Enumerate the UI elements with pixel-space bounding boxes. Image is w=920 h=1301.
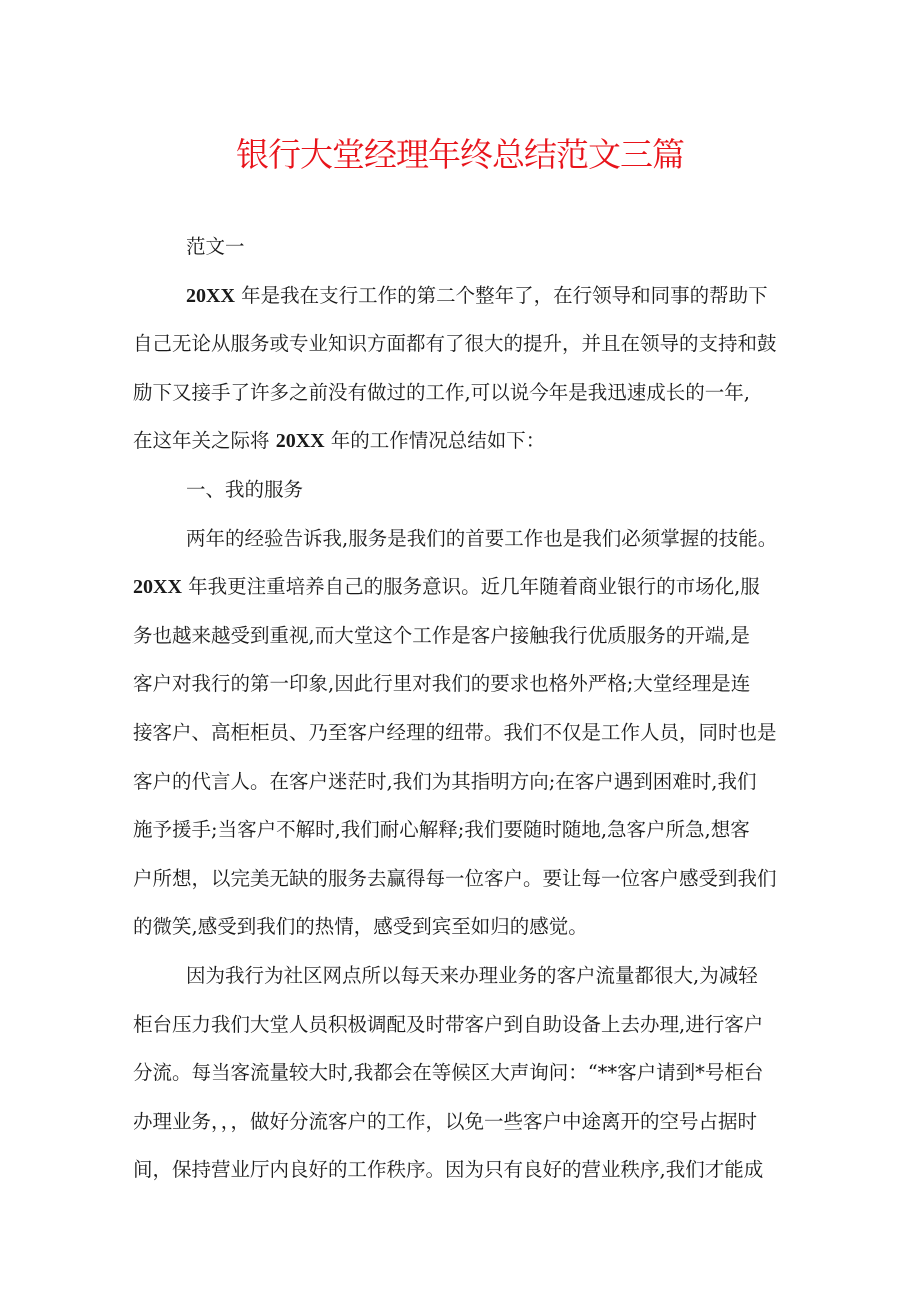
section-heading: 一、我的服务	[186, 477, 304, 501]
paragraph-line: 两年的经验告诉我,服务是我们的首要工作也是我们必须掌握的技能。	[186, 526, 778, 550]
service-paragraph	[133, 515, 797, 952]
paragraph-line: 施予援手;当客户不解时,我们耐心解释;我们要随时随地,急客户所急,想客	[133, 818, 750, 842]
document-body	[133, 223, 797, 1195]
paragraph-line: 柜台压力我们大堂人员积极调配及时带客户到自助设备上去办理,进行客户	[133, 1012, 764, 1036]
paragraph-line: 20XX 年是我在支行工作的第二个整年了，在行领导和同事的帮助下	[186, 283, 768, 307]
paragraph-line: 客户对我行的第一印象,因此行里对我们的要求也格外严格;大堂经理是连	[133, 672, 751, 696]
paragraph-line: 分流。每当客流量较大时,我都会在等候区大声询问：“**客户请到*号柜台	[133, 1061, 764, 1085]
paragraph-line: 20XX 年我更注重培养自己的服务意识。近几年随着商业银行的市场化,服	[133, 575, 760, 599]
paragraph-line: 励下又接手了许多之前没有做过的工作,可以说今年是我迅速成长的一年,	[133, 380, 750, 404]
paragraph-line: 因为我行为社区网点所以每天来办理业务的客户流量都很大,为减轻	[186, 963, 758, 987]
paragraph-line: 自己无论从服务或专业知识方面都有了很大的提升，并且在领导的支持和鼓	[133, 332, 777, 356]
intro-paragraph	[133, 272, 797, 466]
paragraph-line: 户所想，以完美无缺的服务去赢得每一位客户。要让每一位客户感受到我们	[133, 866, 777, 890]
paragraph-line: 在这年关之际将 20XX 年的工作情况总结如下：	[133, 429, 546, 453]
paragraph-line: 务也越来越受到重视,而大堂这个工作是客户接触我行优质服务的开端,是	[133, 623, 750, 647]
paragraph-line: 间，保持营业厅内良好的工作秩序。因为只有良好的营业秩序,我们才能成	[133, 1158, 764, 1182]
section-label: 范文一	[186, 235, 245, 258]
year-token: 20XX	[186, 284, 235, 307]
document-title: 银行大堂经理年终总结范文三篇	[236, 135, 684, 174]
customer-flow-paragraph	[133, 952, 797, 1195]
year-token: 20XX	[133, 576, 182, 599]
paragraph-line: 的微笑,感受到我们的热情，感受到宾至如归的感觉。	[133, 915, 588, 939]
year-token: 20XX	[275, 430, 325, 453]
paragraph-line: 接客户、高柜柜员、乃至客户经理的纽带。我们不仅是工作人员，同时也是	[133, 720, 777, 744]
paragraph-line: 办理业务，，，做好分流客户的工作，以免一些客户中途离开的空号占据时	[133, 1109, 758, 1133]
paragraph-line: 客户的代言人。在客户迷茫时,我们为其指明方向;在客户遇到困难时,我们	[133, 769, 757, 793]
